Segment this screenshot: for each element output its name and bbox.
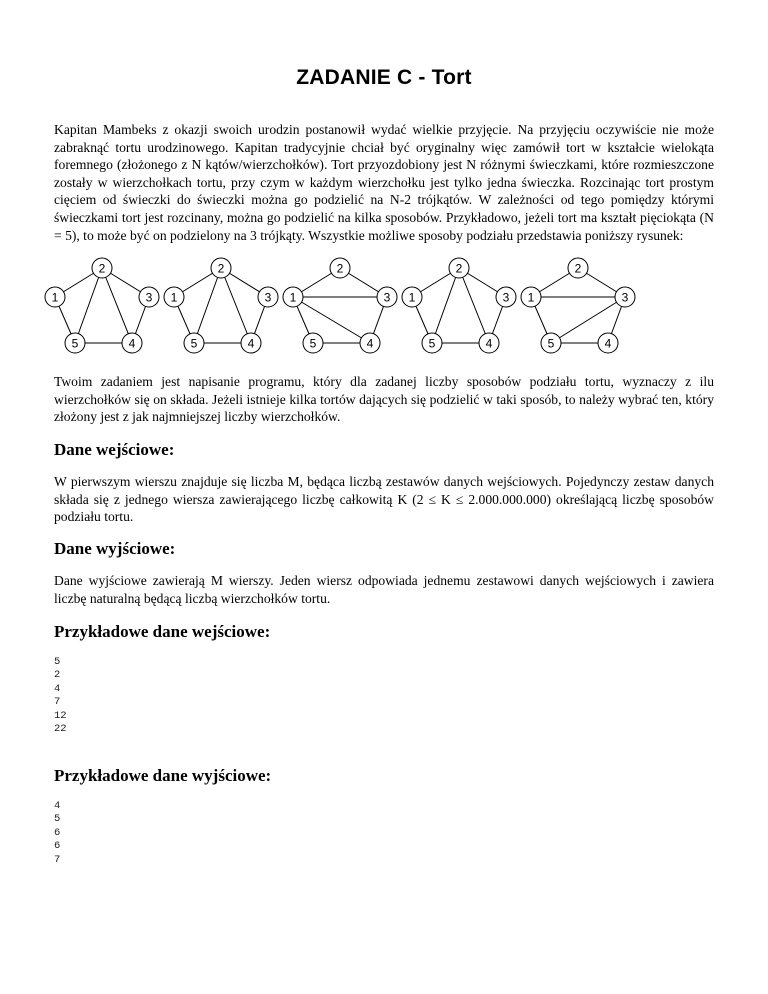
vertex-label: 5 bbox=[71, 336, 79, 351]
vertex-label: 1 bbox=[408, 290, 416, 305]
sample-output-line: 5 bbox=[54, 813, 61, 826]
output-paragraph: Dane wyjściowe zawierają M wierszy. Jeden wiersz odpowiada jednemu zestawowi danych wejściowych i zawiera liczbę naturalną będącą liczbą wierzchołków tortu. bbox=[54, 573, 714, 606]
vertex-label: 1 bbox=[51, 290, 59, 305]
output-heading: Dane wyjściowe: bbox=[54, 539, 176, 558]
vertex-label: 1 bbox=[289, 290, 297, 305]
input-heading: Dane wejściowe: bbox=[54, 440, 175, 459]
sample-input-line: 22 bbox=[54, 722, 67, 735]
vertex-label: 4 bbox=[485, 336, 493, 351]
cut-line bbox=[459, 268, 489, 343]
sample-input-line: 2 bbox=[54, 669, 61, 682]
sample-output-line: 7 bbox=[54, 853, 61, 866]
cut-line bbox=[293, 297, 370, 343]
vertex-label: 1 bbox=[527, 290, 535, 305]
sample-input-block bbox=[54, 656, 67, 736]
sample-output-heading: Przykładowe dane wyjściowe: bbox=[54, 766, 272, 785]
vertex-label: 5 bbox=[547, 336, 555, 351]
sample-output-line: 6 bbox=[54, 840, 61, 853]
page-title: ZADANIE C - Tort bbox=[296, 66, 472, 89]
vertex-label: 3 bbox=[264, 290, 272, 305]
pentagon-diagram bbox=[283, 258, 397, 353]
sample-output-line: 6 bbox=[54, 826, 61, 839]
task-paragraph: Twoim zadaniem jest napisanie programu, który dla zadanej liczby sposobów podziału tortu, wyznaczy z ilu wierzchołków się on składa. Jeżeli istnieje kilka tortów dających się podzielić w taki sposób, to należy wybrać ten, który złożony jest z jak najmniejszej liczby wierzchołków. bbox=[54, 374, 714, 425]
vertex-label: 3 bbox=[383, 290, 391, 305]
pentagon-diagram bbox=[402, 258, 516, 353]
cut-line bbox=[194, 268, 221, 343]
vertex-label: 2 bbox=[98, 261, 106, 276]
vertex-label: 3 bbox=[502, 290, 510, 305]
vertex-label: 5 bbox=[309, 336, 317, 351]
intro-paragraph: Kapitan Mambeks z okazji swoich urodzin postanowił wydać wielkie przyjęcie. Na przyjęciu oczywiście nie może zabraknąć tortu urodzinowego. Kapitan tradycyjnie chciał być oryginalny więc zamówił tort w kształcie wielokąta foremnego (złożonego z N kątów/wierzchołków). Tort przyozdobiony jest N różnymi świeczkami, które rozmieszczone zostały w wierzchołkach tortu, przy czym w każdym wierzchołku jest tylko jedna świeczka. Rozcinając tort prostym cięciem od świeczki do świeczki można go podzielić na N-2 trójkątów. W zależności od tego pomiędzy którymi świeczkami tort jest rozcinany, można go podzielić na kilka sposobów. Przykładowo, jeżeli tort ma kształt pięciokąta (N = 5), to może być on podzielony na 3 trójkąty. Wszystkie możliwe sposoby podziału przedstawia poniższy rysunek: bbox=[54, 122, 714, 243]
vertex-label: 2 bbox=[574, 261, 582, 276]
cut-line bbox=[221, 268, 251, 343]
vertex-label: 3 bbox=[621, 290, 629, 305]
pentagon-diagram bbox=[45, 258, 159, 353]
sample-input-line: 7 bbox=[54, 696, 61, 709]
vertex-label: 4 bbox=[247, 336, 255, 351]
vertex-label: 2 bbox=[455, 261, 463, 276]
vertex-label: 1 bbox=[170, 290, 178, 305]
cut-line bbox=[102, 268, 132, 343]
sample-input-line: 4 bbox=[54, 682, 61, 695]
input-paragraph: W pierwszym wierszu znajduje się liczba M, będąca liczbą zestawów danych wejściowych. Pojedynczy zestaw danych składa się z jednego wiersza zawierającego liczbę całkowitą K (2 ≤ K ≤ 2.000.000.000) określającą liczbę sposobów podziału tortu. bbox=[54, 474, 714, 525]
sample-output-line: 4 bbox=[54, 800, 61, 812]
vertex-label: 4 bbox=[366, 336, 374, 351]
pentagon-diagram bbox=[521, 258, 635, 353]
vertex-label: 4 bbox=[128, 336, 136, 351]
cut-line bbox=[75, 268, 102, 343]
cut-line bbox=[432, 268, 459, 343]
pentagon-diagram bbox=[164, 258, 278, 353]
vertex-label: 4 bbox=[604, 336, 612, 351]
sample-output-block bbox=[54, 800, 60, 867]
sample-input-heading: Przykładowe dane wejściowe: bbox=[54, 622, 271, 641]
vertex-label: 2 bbox=[217, 261, 225, 276]
sample-input-line: 5 bbox=[54, 656, 61, 668]
vertex-label: 3 bbox=[145, 290, 153, 305]
vertex-label: 5 bbox=[428, 336, 436, 351]
vertex-label: 2 bbox=[336, 261, 344, 276]
vertex-label: 5 bbox=[190, 336, 198, 351]
pentagon-triangulations-figure bbox=[40, 251, 730, 361]
sample-input-line: 12 bbox=[54, 709, 67, 722]
